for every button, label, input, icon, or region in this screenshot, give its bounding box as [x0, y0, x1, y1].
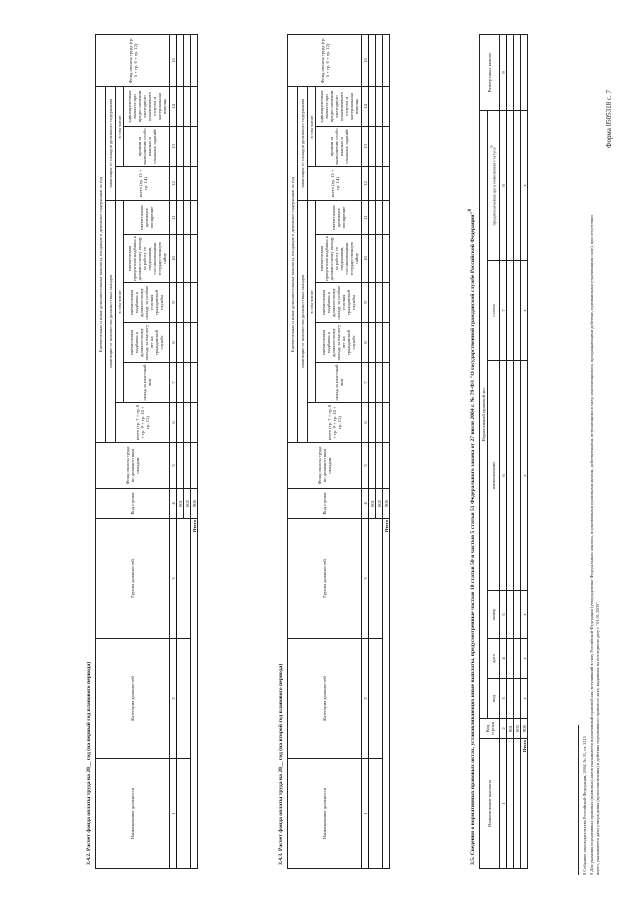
- total-row: [191, 34, 198, 868]
- col-num: 4: [170, 489, 177, 519]
- hdr-legal-act: Нормативный правовой акт: [480, 110, 488, 718]
- col-num: 12: [170, 167, 177, 201]
- total-label: Итого: [521, 739, 528, 869]
- col-num: 14: [170, 86, 177, 126]
- footnote-divider: [578, 725, 579, 875]
- hdr-vacation: единовременная выплата при предоставлении ежегодного оплачиваемого отпуска и материальная помощь: [316, 86, 362, 126]
- column-numbers-row: [362, 34, 369, 868]
- footnote-9-cont: иного, указываются даты утверждения (приостановления) и действия нормативного правового акта, выданных на последнюю дату с "01.01.2009".: [595, 601, 600, 875]
- x-mark: x: [521, 591, 528, 639]
- col-num: 5: [170, 443, 177, 489]
- row-code: 001: [177, 489, 184, 519]
- form-code: Форма 0505318 с. 7: [605, 89, 613, 148]
- hdr-seniority: ежемесячная надбавка к должностному окладу за выслугу лет на гражданской службе: [124, 323, 170, 363]
- x-mark: x: [521, 679, 528, 719]
- hdr-kind: вид: [488, 679, 500, 719]
- section-343-caption: 3.4.3. Расчет фонда оплаты труда на 20__ год (на второй год планового периода): [278, 663, 284, 865]
- section-35-caption: [468, 209, 476, 865]
- row-code: 002: [376, 489, 383, 519]
- section-35-caption-text: 3.5. Сведения о нормативных правовых актах, устанавливающих иные выплаты, предусмотренные частью 10 статьи 50 и частью 5 статьи 51 Федерального закона от 27 июля 2004 г. № 79-ФЗ "О государственной гражданской службе Российской Федерации": [469, 211, 476, 865]
- total-label: Итого: [383, 519, 390, 869]
- hdr-title: наименование: [488, 361, 500, 591]
- hdr-category: Категория должностей: [96, 639, 170, 759]
- hdr-total-fund: Фонд оплаты труда (гр. 5 + гр. 6 + гр. 12): [288, 34, 362, 86]
- col-num: 2: [500, 719, 507, 739]
- hdr-date: дата: [488, 639, 500, 679]
- total-label: Итого: [191, 519, 198, 869]
- hdr-monthly-payments: Ежемесячные и иные дополнительные выплаты, входящие в денежное содержание за год: [96, 86, 106, 442]
- col-num: 6: [362, 403, 369, 443]
- x-mark: x: [521, 639, 528, 679]
- table-row: [507, 34, 514, 868]
- col-num: 5: [500, 591, 507, 639]
- hdr-sum-b: всего (гр. 13 + гр. 14): [308, 167, 362, 201]
- column-numbers-row: [170, 34, 177, 868]
- column-numbers-row: [500, 34, 507, 868]
- hdr-salary-fund: Фонд оплаты труда по должностным окладам: [96, 443, 170, 489]
- hdr-code: Код строки: [96, 489, 170, 519]
- hdr-group: Группа должностей: [96, 519, 170, 639]
- table-row: [514, 34, 521, 868]
- col-num: 10: [362, 235, 369, 283]
- payroll-table-342: [95, 34, 198, 869]
- hdr-row-code: Код строки: [480, 719, 500, 739]
- col-num: 15: [170, 34, 177, 86]
- col-num: 14: [362, 86, 369, 126]
- hdr-by-allowance: зависящие от окладов денежного содержания: [106, 86, 116, 200]
- col-num: 8: [500, 110, 507, 260]
- hdr-position: Наименование должности: [288, 759, 362, 869]
- hdr-class-rank: оклад за классный чин: [316, 363, 362, 403]
- col-num: 15: [362, 34, 369, 86]
- hdr-code: Код строки: [288, 489, 362, 519]
- hdr-effective-text: предполагаемая дата изменения статуса: [491, 147, 497, 226]
- col-num: 7: [362, 363, 369, 403]
- col-num: 5: [362, 443, 369, 489]
- col-num: 7: [500, 261, 507, 361]
- footnote-9: 9 Для указания нормативных правовых (правовых) актов указываются нормативный правовой акт, вступивший в силу Российской Федерации (утвержденные Федеральным законом, нормативными правовыми актами, действующими, вступающими в силу, изменяющимися, прекращающими действие, признанными утратившими силу); при отсутствии: [589, 215, 594, 875]
- hdr-including-b: в том числе:: [116, 86, 124, 166]
- row-code: 001: [507, 719, 514, 739]
- hdr-vacation: единовременная выплата при предоставлении ежегодного оплачиваемого отпуска и материальная помощь: [124, 86, 170, 126]
- hdr-including-a: в том числе:: [116, 201, 124, 403]
- col-num: 3: [170, 519, 177, 639]
- total-row: [383, 34, 390, 868]
- col-num: 12: [362, 167, 369, 201]
- x-mark: x: [521, 110, 528, 260]
- row-code: 002: [184, 489, 191, 519]
- hdr-category: Категория должностей: [288, 639, 362, 759]
- col-num: 8: [170, 323, 177, 363]
- col-num: 2: [362, 639, 369, 759]
- hdr-including-a: в том числе:: [308, 201, 316, 403]
- hdr-premiums: премии за выполнение особо важных и сложных заданий: [316, 127, 362, 167]
- footnote-ref-9: 9: [490, 145, 495, 148]
- col-num: 10: [170, 235, 177, 283]
- hdr-by-salary-count: зависящие от количества должностных окладов: [106, 201, 116, 443]
- hdr-special-conditions: ежемесячная надбавка к должностному окладу за особые условия гражданской службы: [316, 283, 362, 323]
- hdr-special-conditions: ежемесячная надбавка к должностному окладу за особые условия гражданской службы: [124, 283, 170, 323]
- hdr-premiums: премии за выполнение особо важных и сложных заданий: [124, 127, 170, 167]
- total-code: 900: [521, 719, 528, 739]
- hdr-sum-a: всего (гр. 7 + гр. 8 + гр. 9 + гр. 10 + гр. 11): [308, 403, 362, 443]
- hdr-payment-name: Наименование выплаты: [480, 739, 500, 869]
- row-code: 002: [514, 719, 521, 739]
- hdr-sum-b: всего (гр. 13 + гр. 14): [116, 167, 170, 201]
- col-num: 4: [362, 489, 369, 519]
- table-row: [369, 34, 376, 868]
- table-row: [177, 34, 184, 868]
- x-mark: x: [521, 361, 528, 591]
- hdr-seniority: ежемесячная надбавка к должностному окладу за выслугу лет на гражданской службе: [316, 323, 362, 363]
- legal-acts-table: [479, 34, 528, 869]
- hdr-including-b: в том числе:: [308, 86, 316, 166]
- col-num: 11: [170, 201, 177, 235]
- hdr-total-fund: Фонд оплаты труда (гр. 5 + гр. 6 + гр. 12): [96, 34, 170, 86]
- col-num: 2: [170, 639, 177, 759]
- hdr-number: номер: [488, 591, 500, 639]
- col-num: 8: [362, 323, 369, 363]
- col-num: 1: [170, 759, 177, 869]
- hdr-sum-a: всего (гр. 7 + гр. 8 + гр. 9 + гр. 10 + гр. 11): [116, 403, 170, 443]
- hdr-by-salary-count: зависящие от количества должностных окладов: [298, 201, 308, 443]
- hdr-bonus: ежемесячное денежное поощрение: [124, 201, 170, 235]
- col-num: 3: [362, 519, 369, 639]
- hdr-amount: Размер иных выплат: [480, 34, 500, 110]
- hdr-position: Наименование должности: [96, 759, 170, 869]
- col-num: 9: [362, 283, 369, 323]
- col-num: 11: [362, 201, 369, 235]
- hdr-by-allowance: зависящие от окладов денежного содержания: [298, 86, 308, 200]
- hdr-class-rank: оклад за классный чин: [124, 363, 170, 403]
- hdr-bonus: ежемесячное денежное поощрение: [316, 201, 362, 235]
- col-num: 1: [362, 759, 369, 869]
- col-num: 7: [170, 363, 177, 403]
- hdr-effective-date: [488, 110, 500, 260]
- col-num: 4: [500, 639, 507, 679]
- footnote-ref-8: 8: [468, 209, 473, 212]
- row-code: 001: [369, 489, 376, 519]
- hdr-salary-fund: Фонд оплаты труда по должностным окладам: [288, 443, 362, 489]
- footnote-8: 8 Собрание законодательства Российской Федерации, 2004, № 31, ст. 3215: [582, 736, 587, 875]
- hdr-secrecy: ежемесячная процентная надбавка к должностному окладу за работу со сведениями, составляющими государственную тайну: [316, 235, 362, 283]
- total-code: 900: [191, 489, 198, 519]
- col-num: 6: [170, 403, 177, 443]
- hdr-group: Группа должностей: [288, 519, 362, 639]
- payroll-table-343: [287, 34, 390, 869]
- col-num: 1: [500, 739, 507, 869]
- col-num: 3: [500, 679, 507, 719]
- col-num: 9: [170, 283, 177, 323]
- col-num: 13: [362, 127, 369, 167]
- hdr-secrecy: ежемесячная процентная надбавка к должностному окладу за работу со сведениями, составляющими государственную тайну: [124, 235, 170, 283]
- col-num: 6: [500, 361, 507, 591]
- hdr-monthly-payments: Ежемесячные и иные дополнительные выплаты, входящие в денежное содержание за год: [288, 86, 298, 442]
- hdr-article: статья: [488, 261, 500, 361]
- total-code: 900: [383, 489, 390, 519]
- x-mark: x: [521, 261, 528, 361]
- col-num: 13: [170, 127, 177, 167]
- section-342-caption: 3.4.2. Расчет фонда оплаты труда на 20__ год (на первый год планового периода): [86, 661, 92, 865]
- total-row: [521, 34, 528, 868]
- col-num: 9: [500, 34, 507, 110]
